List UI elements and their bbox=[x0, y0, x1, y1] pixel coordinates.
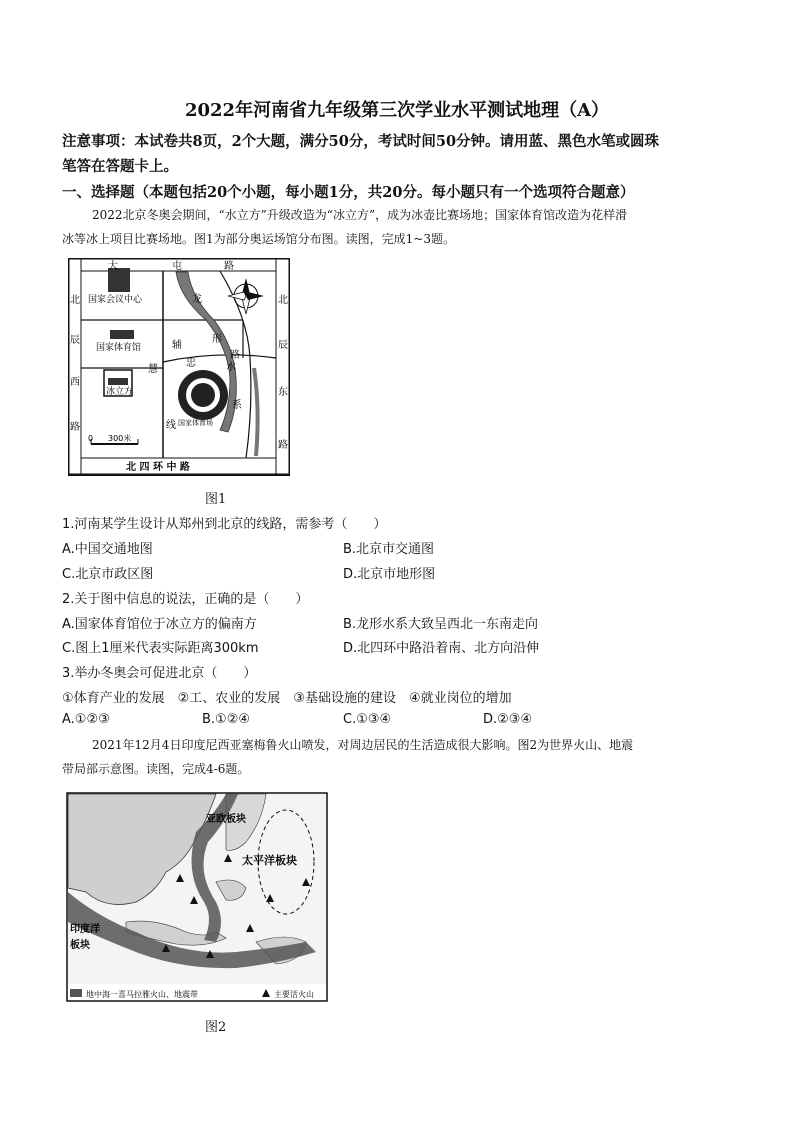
road-bottom-label: 北 四 环 中 路 bbox=[126, 462, 190, 473]
road-left-char-4: 路 bbox=[70, 422, 80, 433]
question-3-option-b: B.①②④ bbox=[202, 712, 251, 727]
road-top-char-1: 大 bbox=[108, 261, 118, 272]
road-aux-char-2: 路 bbox=[230, 350, 240, 361]
intro-paragraph-2-line-2: 带局部示意图。读图，完成4-6题。 bbox=[62, 762, 250, 776]
venue-stadium-label: 国家体育场 bbox=[178, 419, 213, 427]
question-3-items: ①体育产业的发展 ②工、农业的发展 ③基础设施的建设 ④就业岗位的增加 bbox=[62, 691, 512, 706]
question-1-option-d: D.北京市地形图 bbox=[343, 567, 436, 582]
lake-char-2: 形 bbox=[212, 334, 222, 345]
lake-char-1: 龙 bbox=[192, 294, 202, 305]
figure-2-caption: 图2 bbox=[205, 1020, 227, 1035]
question-3-option-a: A.①②③ bbox=[62, 712, 110, 727]
volcano-earthquake-belt-map bbox=[66, 792, 328, 1002]
road-top-char-3: 路 bbox=[224, 261, 234, 272]
section-heading: 一、选择题（本题包括20个小题，每小题1分，共20分。每小题只有一个选项符合题意） bbox=[62, 184, 635, 201]
road-right-char-1: 北 bbox=[278, 295, 288, 306]
intro-paragraph-2-line-1: 2021年12月4日印度尼西亚塞梅鲁火山喷发，对周边居民的生活造成很大影响。图2为世界火山、地震 bbox=[92, 738, 634, 752]
eurasian-plate-label: 亚欧板块 bbox=[206, 814, 246, 825]
scale-label: 300米 bbox=[108, 434, 132, 443]
road-right-char-2: 辰 bbox=[278, 340, 288, 351]
scale-zero: 0 bbox=[88, 434, 94, 443]
venue-ice-label: 冰立方 bbox=[106, 387, 134, 397]
question-2-option-b: B.龙形水系大致呈西北一东南走向 bbox=[343, 617, 539, 632]
road-left-char-1: 北 bbox=[70, 295, 80, 306]
lake-char-3: 水 bbox=[226, 362, 236, 373]
question-2-option-a: A.国家体育馆位于冰立方的偏南方 bbox=[62, 617, 257, 632]
figure-1-caption: 图1 bbox=[205, 492, 227, 507]
question-1-option-b: B.北京市交通图 bbox=[343, 542, 435, 557]
legend-volcano-label: 主要活火山 bbox=[274, 990, 314, 999]
intro-paragraph-1-line-1: 2022北京冬奥会期间，“水立方”升级改造为“冰立方”，成为冰壶比赛场地；国家体育馆改造为花样滑 bbox=[92, 208, 628, 222]
intro-paragraph-1-line-2: 冰等冰上项目比赛场地。图1为部分奥运场馆分布图。读图，完成1~3题。 bbox=[62, 232, 455, 246]
question-2-option-d: D.北四环中路沿着南、北方向沿伸 bbox=[343, 641, 540, 656]
question-2-option-c: C.图上1厘米代表实际距离300km bbox=[62, 641, 259, 656]
indian-plate-label-line-1: 印度洋 bbox=[70, 924, 100, 935]
question-2-stem: 2.关于图中信息的说法，正确的是（ ） bbox=[62, 592, 309, 607]
question-3-stem: 3.举办冬奥会可促进北京（ ） bbox=[62, 666, 257, 681]
road-right-char-3: 东 bbox=[278, 387, 288, 398]
venue-gym-label: 国家体育馆 bbox=[96, 343, 142, 353]
legend-belt-label: 地中海一喜马拉雅火山、地震带 bbox=[86, 990, 198, 999]
road-mid-char-1: 慧 bbox=[148, 364, 158, 375]
notice-line-1: 注意事项：本试卷共8页，2个大题，满分50分，考试时间50分钟。请用蓝、黑色水笔或圆珠 bbox=[62, 133, 660, 150]
olympic-venues-map bbox=[68, 258, 290, 476]
lake-char-4: 系 bbox=[232, 400, 242, 411]
question-1-option-c: C.北京市政区图 bbox=[62, 567, 154, 582]
road-left-char-2: 辰 bbox=[70, 335, 80, 346]
road-left-char-3: 西 bbox=[70, 377, 80, 388]
question-1-stem: 1.河南某学生设计从郑州到北京的线路，需参考（ ） bbox=[62, 517, 387, 532]
question-3-option-c: C.①③④ bbox=[343, 712, 392, 727]
road-aux-char-1: 辅 bbox=[172, 340, 182, 351]
notice-line-2: 笔答在答题卡上。 bbox=[62, 158, 178, 175]
road-mid-char-3: 线 bbox=[166, 420, 176, 431]
question-3-option-d: D.②③④ bbox=[483, 712, 533, 727]
national-gym-block bbox=[110, 330, 134, 339]
road-right-char-4: 路 bbox=[278, 440, 288, 451]
indian-plate-label-line-2: 板块 bbox=[70, 940, 90, 951]
venue-conference-label: 国家会议中心 bbox=[88, 295, 143, 305]
road-mid-char-2: 忠 bbox=[186, 358, 196, 369]
pacific-plate-label: 太平洋板块 bbox=[242, 854, 297, 867]
page-title: 2022年河南省九年级第三次学业水平测试地理（A） bbox=[184, 100, 610, 121]
road-top-char-2: 屯 bbox=[172, 261, 182, 272]
question-1-option-a: A.中国交通地图 bbox=[62, 542, 153, 557]
